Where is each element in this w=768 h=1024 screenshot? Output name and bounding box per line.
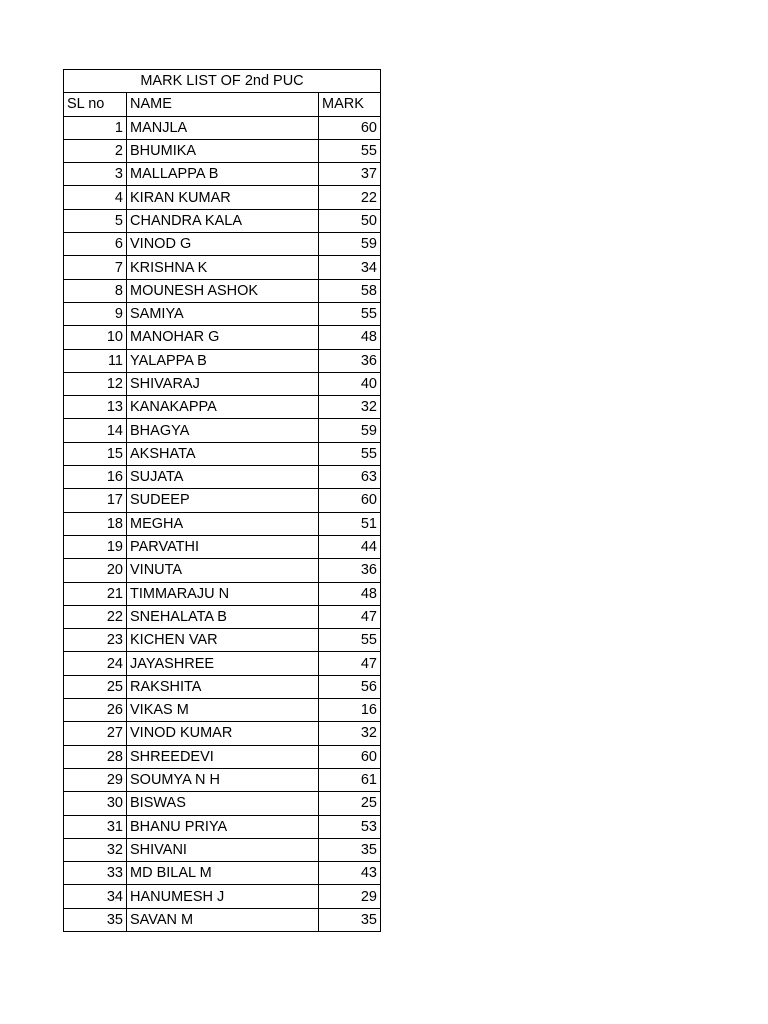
sl-no-cell[interactable]: 21 [64, 582, 127, 605]
mark-cell[interactable]: 61 [319, 768, 381, 791]
sl-no-cell[interactable]: 13 [64, 396, 127, 419]
sl-no-cell[interactable]: 29 [64, 768, 127, 791]
name-cell[interactable]: BISWAS [127, 792, 319, 815]
mark-cell[interactable]: 36 [319, 349, 381, 372]
name-cell[interactable]: VINUTA [127, 559, 319, 582]
table-row [64, 419, 381, 442]
sl-no-cell[interactable]: 2 [64, 139, 127, 162]
name-cell[interactable]: AKSHATA [127, 442, 319, 465]
table-row [64, 116, 381, 139]
mark-cell[interactable]: 59 [319, 233, 381, 256]
name-cell[interactable]: MANOHAR G [127, 326, 319, 349]
table-row [64, 535, 381, 558]
mark-cell[interactable]: 50 [319, 209, 381, 232]
mark-cell[interactable]: 48 [319, 326, 381, 349]
sl-no-cell[interactable]: 26 [64, 699, 127, 722]
name-cell[interactable]: KICHEN VAR [127, 629, 319, 652]
mark-cell[interactable]: 25 [319, 792, 381, 815]
name-cell[interactable]: SNEHALATA B [127, 605, 319, 628]
mark-cell[interactable]: 55 [319, 139, 381, 162]
name-cell[interactable]: KANAKAPPA [127, 396, 319, 419]
mark-cell[interactable]: 55 [319, 629, 381, 652]
mark-cell[interactable]: 60 [319, 745, 381, 768]
name-cell[interactable]: SHIVANI [127, 838, 319, 861]
sl-no-cell[interactable]: 8 [64, 279, 127, 302]
table-row [64, 768, 381, 791]
header-sl-no[interactable]: SL no [64, 93, 127, 116]
table-row [64, 302, 381, 325]
table-row [64, 605, 381, 628]
name-cell[interactable]: VINOD G [127, 233, 319, 256]
sl-no-cell[interactable]: 32 [64, 838, 127, 861]
name-cell[interactable]: VINOD KUMAR [127, 722, 319, 745]
name-cell[interactable]: YALAPPA B [127, 349, 319, 372]
table-row [64, 745, 381, 768]
table-row [64, 838, 381, 861]
sl-no-cell[interactable]: 1 [64, 116, 127, 139]
table-row [64, 885, 381, 908]
table-row [64, 396, 381, 419]
name-cell[interactable]: RAKSHITA [127, 675, 319, 698]
mark-cell[interactable]: 32 [319, 396, 381, 419]
name-cell[interactable]: KRISHNA K [127, 256, 319, 279]
mark-list-table [63, 69, 381, 932]
table-row [64, 139, 381, 162]
name-cell[interactable]: MANJLA [127, 116, 319, 139]
mark-cell[interactable]: 22 [319, 186, 381, 209]
mark-cell[interactable]: 48 [319, 582, 381, 605]
mark-cell[interactable]: 35 [319, 838, 381, 861]
mark-cell[interactable]: 16 [319, 699, 381, 722]
table-row [64, 722, 381, 745]
sl-no-cell[interactable]: 31 [64, 815, 127, 838]
sl-no-cell[interactable]: 24 [64, 652, 127, 675]
table-row [64, 442, 381, 465]
sl-no-cell[interactable]: 7 [64, 256, 127, 279]
table-row [64, 349, 381, 372]
table-row [64, 372, 381, 395]
mark-cell[interactable]: 35 [319, 908, 381, 931]
name-cell[interactable]: SUJATA [127, 466, 319, 489]
name-cell[interactable]: PARVATHI [127, 535, 319, 558]
header-row [64, 93, 381, 116]
table-row [64, 629, 381, 652]
title-row [64, 70, 381, 93]
sl-no-cell[interactable]: 18 [64, 512, 127, 535]
sl-no-cell[interactable]: 23 [64, 629, 127, 652]
sl-no-cell[interactable]: 30 [64, 792, 127, 815]
sl-no-cell[interactable]: 28 [64, 745, 127, 768]
mark-cell[interactable]: 47 [319, 652, 381, 675]
table-row [64, 466, 381, 489]
name-cell[interactable]: SHIVARAJ [127, 372, 319, 395]
mark-cell[interactable]: 59 [319, 419, 381, 442]
mark-cell[interactable]: 60 [319, 489, 381, 512]
mark-cell[interactable]: 56 [319, 675, 381, 698]
sl-no-cell[interactable]: 10 [64, 326, 127, 349]
name-cell[interactable]: SAVAN M [127, 908, 319, 931]
mark-cell[interactable]: 37 [319, 163, 381, 186]
mark-cell[interactable]: 60 [319, 116, 381, 139]
table-row [64, 209, 381, 232]
table-row [64, 675, 381, 698]
table-row [64, 233, 381, 256]
table-row [64, 862, 381, 885]
sl-no-cell[interactable]: 5 [64, 209, 127, 232]
table-row [64, 652, 381, 675]
sl-no-cell[interactable]: 3 [64, 163, 127, 186]
sl-no-cell[interactable]: 15 [64, 442, 127, 465]
table-row [64, 792, 381, 815]
table-row [64, 186, 381, 209]
sl-no-cell[interactable]: 35 [64, 908, 127, 931]
sl-no-cell[interactable]: 17 [64, 489, 127, 512]
mark-list-body [64, 70, 381, 932]
sl-no-cell[interactable]: 11 [64, 349, 127, 372]
name-cell[interactable]: HANUMESH J [127, 885, 319, 908]
header-name[interactable]: NAME [127, 93, 319, 116]
mark-cell[interactable]: 63 [319, 466, 381, 489]
name-cell[interactable]: MOUNESH ASHOK [127, 279, 319, 302]
mark-cell[interactable]: 36 [319, 559, 381, 582]
mark-cell[interactable]: 55 [319, 302, 381, 325]
table-row [64, 326, 381, 349]
table-row [64, 512, 381, 535]
sl-no-cell[interactable]: 4 [64, 186, 127, 209]
name-cell[interactable]: MALLAPPA B [127, 163, 319, 186]
name-cell[interactable]: SOUMYA N H [127, 768, 319, 791]
sl-no-cell[interactable]: 14 [64, 419, 127, 442]
sl-no-cell[interactable]: 6 [64, 233, 127, 256]
name-cell[interactable]: BHUMIKA [127, 139, 319, 162]
table-row [64, 489, 381, 512]
sl-no-cell[interactable]: 20 [64, 559, 127, 582]
name-cell[interactable]: MD BILAL M [127, 862, 319, 885]
sl-no-cell[interactable]: 25 [64, 675, 127, 698]
sl-no-cell[interactable]: 12 [64, 372, 127, 395]
mark-cell[interactable]: 40 [319, 372, 381, 395]
name-cell[interactable]: CHANDRA KALA [127, 209, 319, 232]
sl-no-cell[interactable]: 19 [64, 535, 127, 558]
table-row [64, 279, 381, 302]
mark-cell[interactable]: 53 [319, 815, 381, 838]
sl-no-cell[interactable]: 16 [64, 466, 127, 489]
name-cell[interactable]: JAYASHREE [127, 652, 319, 675]
table-row [64, 699, 381, 722]
sl-no-cell[interactable]: 34 [64, 885, 127, 908]
name-cell[interactable]: KIRAN KUMAR [127, 186, 319, 209]
sheet-title[interactable]: MARK LIST OF 2nd PUC [64, 70, 381, 93]
table-row [64, 163, 381, 186]
mark-cell[interactable]: 43 [319, 862, 381, 885]
mark-cell[interactable]: 32 [319, 722, 381, 745]
mark-cell[interactable]: 55 [319, 442, 381, 465]
mark-cell[interactable]: 29 [319, 885, 381, 908]
table-row [64, 815, 381, 838]
mark-cell[interactable]: 47 [319, 605, 381, 628]
name-cell[interactable]: TIMMARAJU N [127, 582, 319, 605]
table-row [64, 256, 381, 279]
name-cell[interactable]: SAMIYA [127, 302, 319, 325]
table-row [64, 559, 381, 582]
name-cell[interactable]: MEGHA [127, 512, 319, 535]
mark-cell[interactable]: 51 [319, 512, 381, 535]
table-row [64, 582, 381, 605]
name-cell[interactable]: VIKAS M [127, 699, 319, 722]
mark-cell[interactable]: 44 [319, 535, 381, 558]
mark-cell[interactable]: 34 [319, 256, 381, 279]
sl-no-cell[interactable]: 33 [64, 862, 127, 885]
table-row [64, 908, 381, 931]
sl-no-cell[interactable]: 22 [64, 605, 127, 628]
name-cell[interactable]: SHREEDEVI [127, 745, 319, 768]
sl-no-cell[interactable]: 9 [64, 302, 127, 325]
name-cell[interactable]: BHAGYA [127, 419, 319, 442]
header-mark[interactable]: MARK [319, 93, 381, 116]
mark-cell[interactable]: 58 [319, 279, 381, 302]
name-cell[interactable]: SUDEEP [127, 489, 319, 512]
sl-no-cell[interactable]: 27 [64, 722, 127, 745]
name-cell[interactable]: BHANU PRIYA [127, 815, 319, 838]
